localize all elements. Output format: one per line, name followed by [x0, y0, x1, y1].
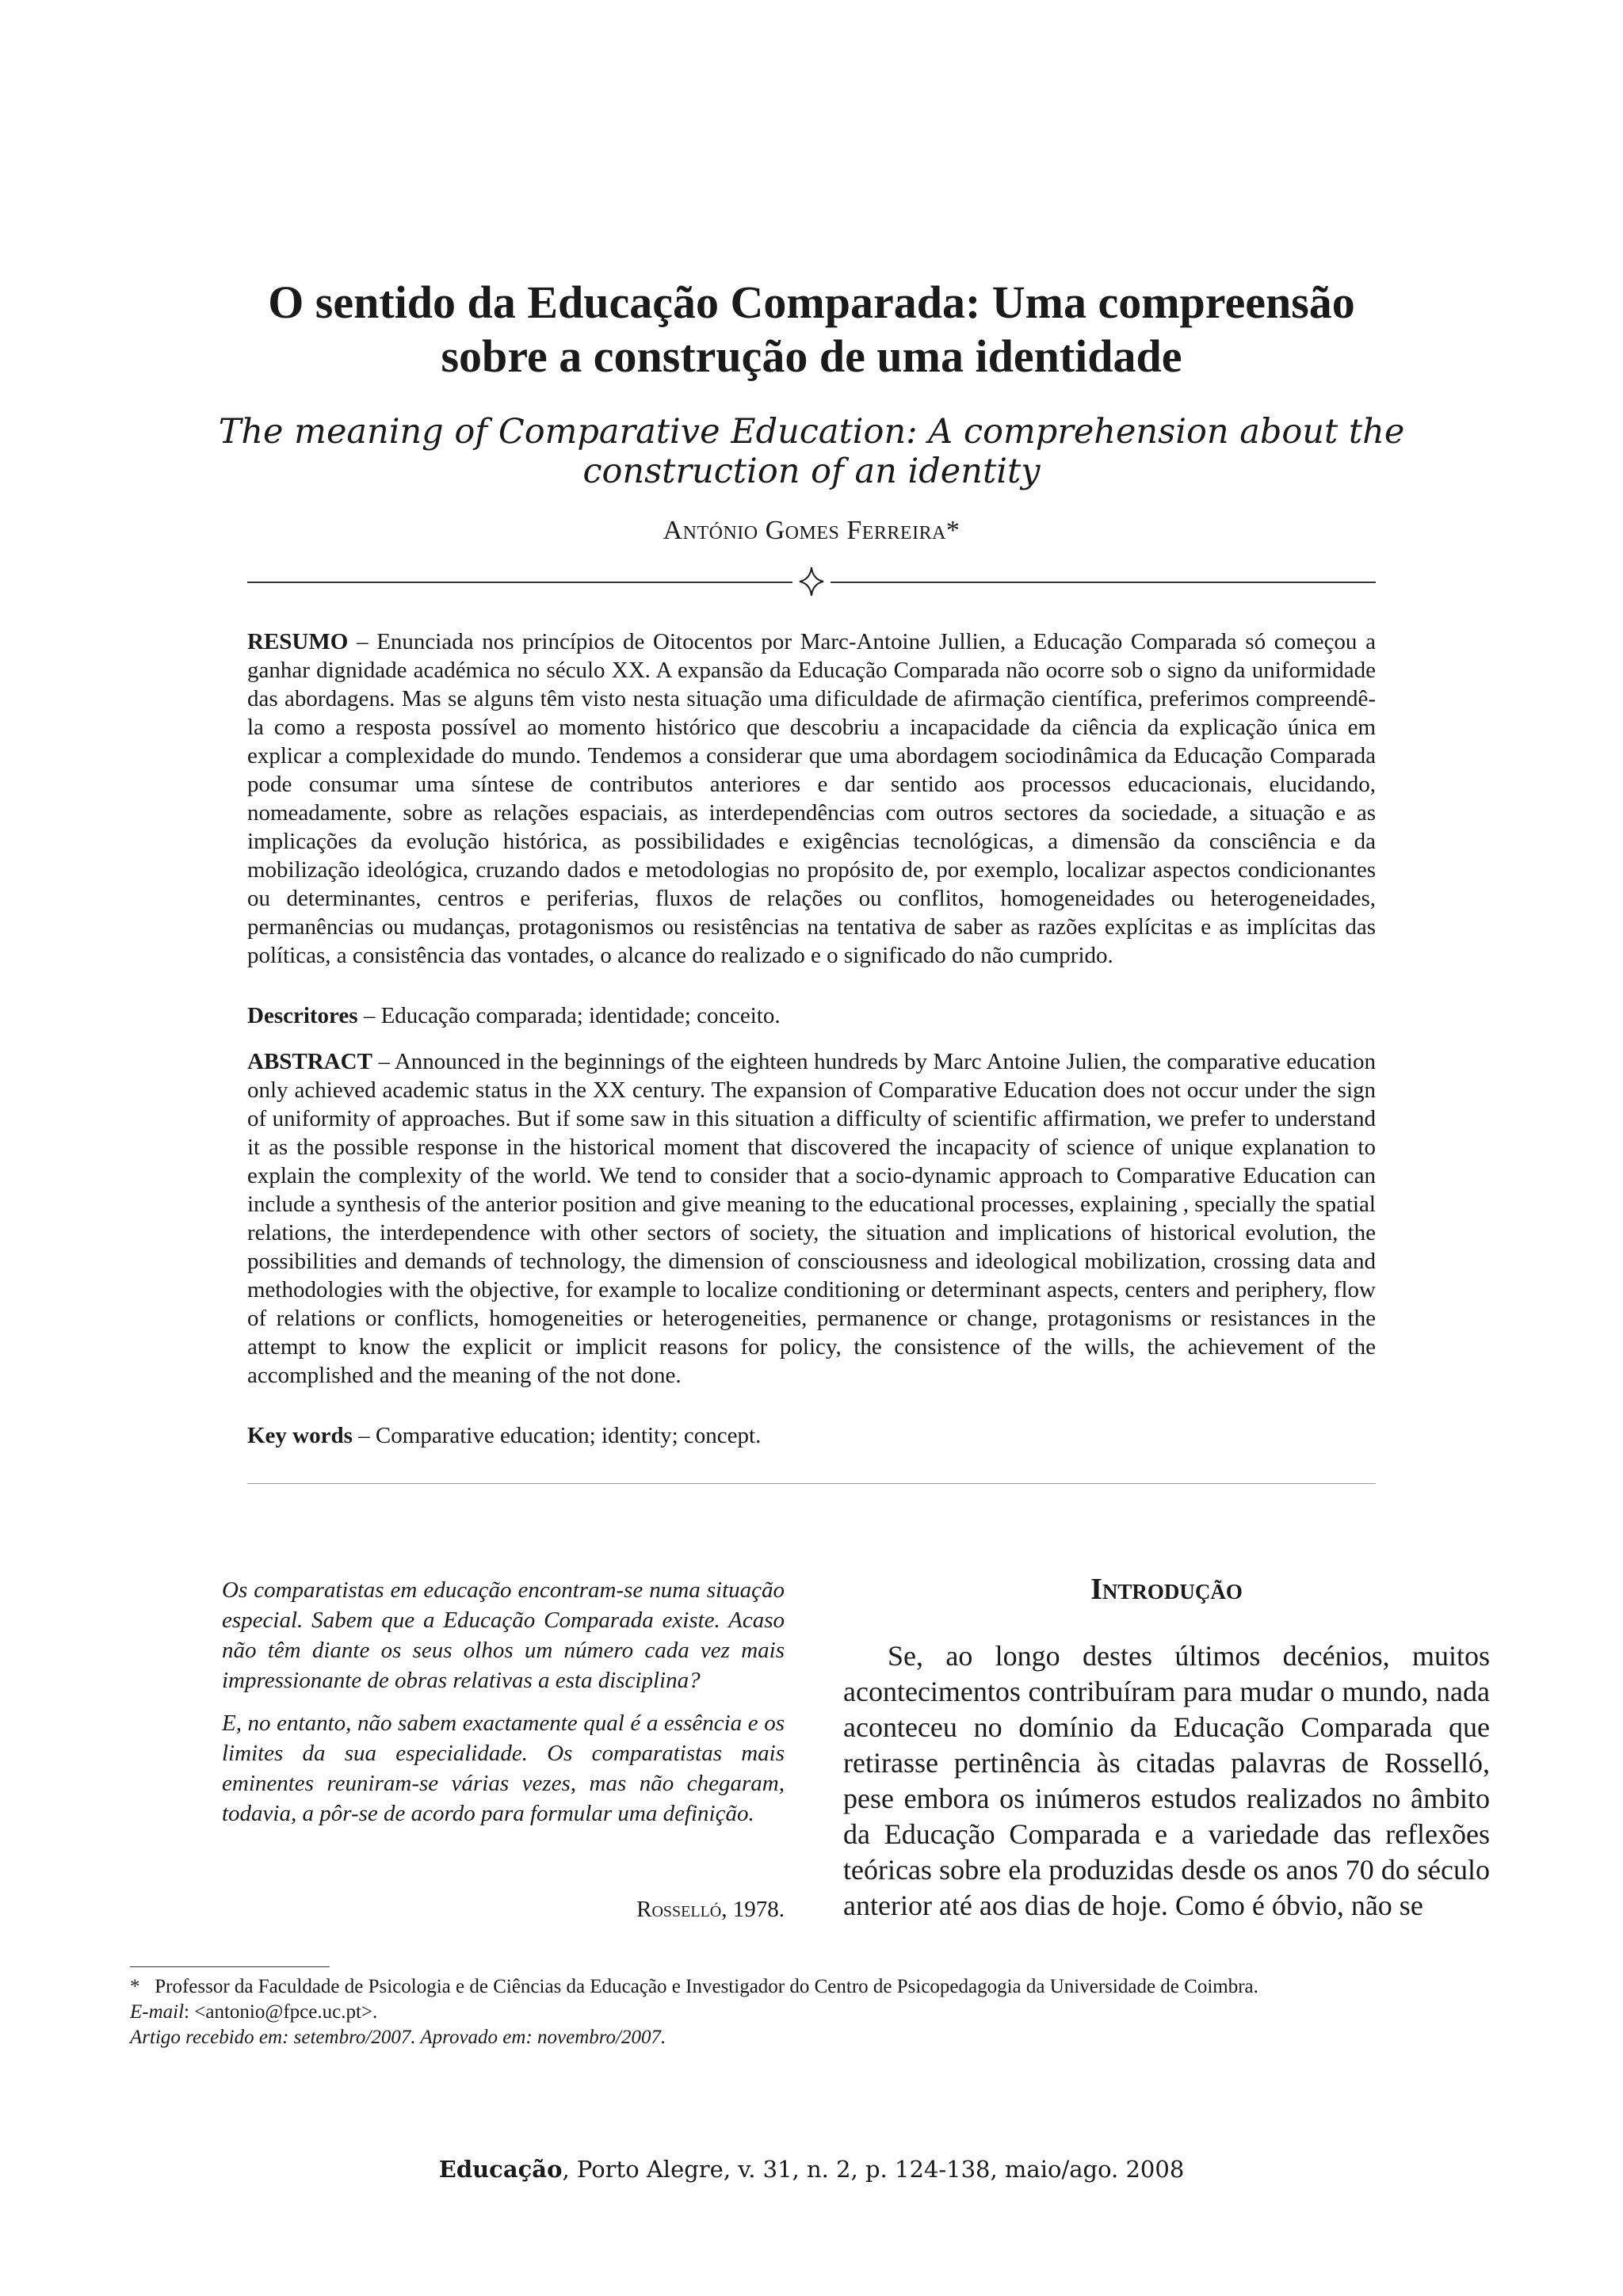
journal-details: , Porto Alegre, v. 31, n. 2, p. 124-138, maio/ago. 2008	[562, 2156, 1185, 2183]
footnote-marker: *	[130, 1976, 140, 1997]
journal-citation	[285, 2155, 1338, 2183]
section-heading-introduction: Introdução	[1090, 1573, 1243, 1606]
footnote-affiliation-line	[130, 1974, 1493, 2000]
abstract-divider	[247, 1483, 1376, 1484]
footnote-affiliation: Professor da Faculdade de Psicologia e de Ciências da Educação e Investigador do Centro de Psicopedagogia da Universidade de Coimbra.	[155, 1976, 1258, 1997]
resumo-paragraph	[247, 627, 1376, 970]
epigraph-paragraph-2: E, no entanto, não sabem exactamente qual é a essência e os limites da sua especialidade. Os comparatistas mais eminentes reuniram-se várias vezes, mas não chegaram, todavia, a pôr-se de acordo para formular uma definição.	[222, 1711, 785, 1826]
epigraph-paragraph-1: Os comparatistas em educação encontram-se numa situação especial. Sabem que a Educação Comparada existe. Acaso não têm diante os seus olhos um número cada vez mais impressionante de obras relativas a esta disciplina?	[222, 1577, 785, 1693]
title-line-1: O sentido da Educação Comparada: Uma compreensão	[268, 277, 1355, 328]
author-name: António Gomes Ferreira*	[663, 516, 960, 545]
introduction-paragraph: Se, ao longo destes últimos decénios, muitos acontecimentos contribuíram para mudar o mundo, nada aconteceu no domínio da Educação Comparada que retirasse pertinência às citadas palavras de Rosselló, pese embora os inúmeros estudos realizados no âmbito da Educação Comparada e a variedade das reflexões teóricas sobre ela produzidas desde os anos 70 do século anterior até aos dias de hoje. Como é óbvio, não se	[843, 1640, 1490, 1921]
epigraph-source: Rosselló, 1978.	[636, 1897, 785, 1922]
keywords-label: Key words	[247, 1423, 353, 1448]
article-subtitle-english	[206, 412, 1417, 491]
footnote-rule	[130, 1966, 330, 1967]
footnote-email-label: E-mail	[130, 2001, 185, 2023]
abstract-separator: –	[372, 1049, 395, 1074]
footnote-email-line	[130, 2000, 1493, 2025]
divider-right	[831, 582, 1376, 583]
abstract-text: Announced in the beginnings of the eighteen hundreds by Marc Antoine Julien, the comparative education only achieved academic status in the XX century. The expansion of Comparative Education does not occur under the sign of uniformity of approaches. But if some saw in this situation a difficulty of scientific affirmation, we prefer to understand it as the possible response in the historical moment that discovered the incapacity of science of unique explanation to explain the complexity of the world. We tend to consider that a socio-dynamic approach to Comparative Education can include a synthesis of the anterior position and give meaning to the educational processes, explaining , specially the spatial relations, the interdependence with other sectors of society, the situation and implications of historical evolution, the possibilities and demands of technology, the dimension of consciousness and ideological mobilization, crossing data and methodologies with the objective, for example to localize conditioning or determinant aspects, centers and periphery, flow of relations or conflicts, homogeneities or heterogeneities, permanence or change, protagonisms or resistances in the attempt to know the explicit or implicit reasons for policy, the consistence of the wills, the achievement of the accomplished and the meaning of the not done.	[247, 1049, 1376, 1388]
title-line-2: sobre a construção de uma identidade	[441, 330, 1182, 382]
subtitle-line-2: construction of an identity	[582, 452, 1041, 491]
resumo-label: RESUMO	[247, 629, 349, 654]
descritores-separator: –	[357, 1003, 381, 1028]
ornament-diamond-icon	[797, 566, 826, 597]
footnote-email: : <antonio@fpce.uc.pt>.	[184, 2001, 378, 2023]
keywords-separator: –	[352, 1423, 376, 1448]
abstract-paragraph	[247, 1047, 1376, 1390]
descritores-label: Descritores	[247, 1003, 358, 1028]
epigraph	[222, 1575, 785, 1841]
resumo-separator: –	[348, 629, 377, 654]
footnote	[130, 1974, 1493, 2050]
abstract-label: ABSTRACT	[247, 1049, 372, 1074]
subtitle-line-1: The meaning of Comparative Education: A comprehension about the	[218, 412, 1405, 452]
descritores-paragraph	[247, 1001, 1376, 1030]
footnote-received: Artigo recebido em: setembro/2007. Aprovado em: novembro/2007.	[130, 2027, 666, 2048]
keywords-text: Comparative education; identity; concept.	[375, 1423, 762, 1448]
divider-left	[247, 582, 792, 583]
article-title	[127, 276, 1496, 383]
journal-name: Educação	[438, 2156, 563, 2183]
resumo-text: Enunciada nos princípios de Oitocentos por Marc-Antoine Jullien, a Educação Comparada só começou a ganhar dignidade académica no século XX. A expansão da Educação Comparada não ocorre sob o signo da uniformidade das abordagens. Mas se alguns têm visto nesta situação uma dificuldade de afirmação científica, preferimos compreendê-la como a resposta possível ao momento histórico que descobriu a incapacidade da ciência da explicação única em explicar a complexidade do mundo. Tendemos a considerar que uma abordagem sociodinâmica da Educação Comparada pode consumar uma síntese de contributos anteriores e dar sentido aos processos educacionais, elucidando, nomeadamente, sobre as relações espaciais, as interdependências com outros sectores da sociedade, a situação e as implicações da evolução histórica, as possibilidades e exigências tecnológicas, a dimensão da consciência e da mobilização ideológica, cruzando dados e metodologias no propósito de, por exemplo, localizar aspectos condicionantes ou determinantes, centros e periferias, fluxos de relações ou conflitos, homogeneidades ou heterogeneidades, permanências ou mudanças, protagonismos ou resistências na tentativa de saber as razões explícitas e as implícitas das políticas, a consistência das vontades, o alcance do realizado e o significado do não cumprido.	[247, 629, 1377, 968]
descritores-text: Educação comparada; identidade; conceito.	[380, 1003, 781, 1028]
keywords-paragraph	[247, 1421, 1376, 1450]
